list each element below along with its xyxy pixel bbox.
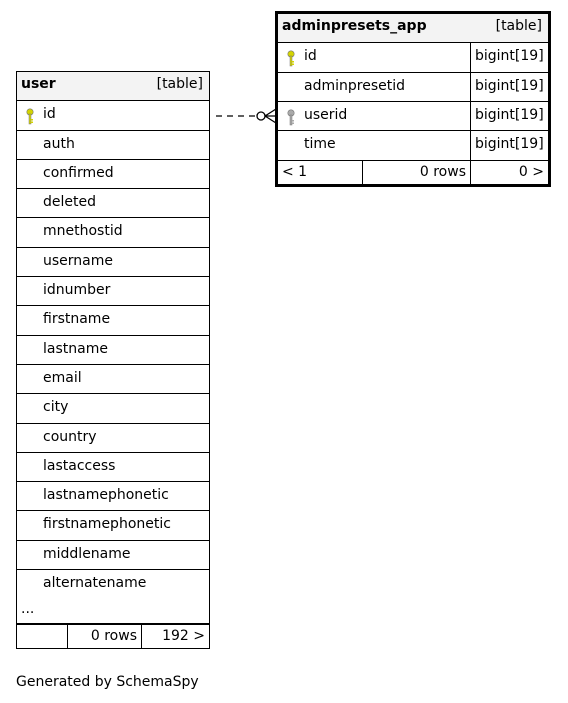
column-row-city[interactable] (17, 394, 209, 423)
footer-children: 0 > (470, 161, 548, 184)
column-type: bigint[19] (470, 43, 548, 71)
column-row-firstnamephonetic[interactable] (17, 511, 209, 540)
column-name: lastname (43, 340, 108, 357)
adminpresets-app-table[interactable] (275, 11, 551, 187)
column-row-auth[interactable] (17, 131, 209, 160)
column-row-username[interactable] (17, 248, 209, 277)
user-more-row (17, 599, 209, 624)
column-name: lastaccess (43, 457, 116, 474)
column-name: country (43, 428, 97, 445)
more-indicator: ... (21, 601, 35, 618)
column-row-lastnamephonetic[interactable] (17, 482, 209, 511)
user-table-header[interactable] (17, 72, 209, 101)
column-name: email (43, 369, 82, 386)
footer-parents: < 1 (282, 164, 308, 181)
column-row-country[interactable] (17, 424, 209, 453)
footer-row-count: 0 rows (362, 161, 470, 184)
footer-children: 192 > (141, 625, 209, 648)
key-icon (286, 50, 296, 68)
column-row-confirmed[interactable] (17, 160, 209, 189)
column-row-userid[interactable] (278, 102, 548, 131)
column-row-time[interactable] (278, 131, 548, 160)
app-table-footer (278, 160, 548, 184)
column-name: id (304, 48, 317, 65)
footer-parents (17, 625, 67, 648)
column-name: confirmed (43, 164, 114, 181)
column-name: mnethostid (43, 223, 123, 240)
app-table-kind: [table] (495, 18, 542, 34)
column-name: username (43, 252, 113, 269)
column-row-id[interactable] (17, 101, 209, 130)
column-name: alternatename (43, 575, 147, 592)
column-row-idnumber[interactable] (17, 277, 209, 306)
column-name: lastnamephonetic (43, 487, 169, 504)
footer-row-count: 0 rows (67, 625, 141, 648)
column-row-id[interactable] (278, 43, 548, 72)
user-table-footer (17, 624, 209, 648)
key-icon (286, 109, 296, 127)
column-name: id (43, 106, 56, 123)
column-row-middlename[interactable] (17, 541, 209, 570)
app-table-header[interactable] (278, 14, 548, 43)
key-icon (25, 108, 35, 126)
column-name: adminpresetid (304, 77, 405, 94)
column-name: middlename (43, 545, 131, 562)
column-row-email[interactable] (17, 365, 209, 394)
generated-by-caption: Generated by SchemaSpy (16, 674, 199, 690)
column-name: idnumber (43, 282, 111, 299)
column-name: auth (43, 135, 75, 152)
column-name: time (304, 136, 336, 153)
column-row-alternatename[interactable] (17, 570, 209, 599)
column-row-deleted[interactable] (17, 189, 209, 218)
column-name: deleted (43, 194, 96, 211)
user-table[interactable] (16, 71, 210, 649)
column-row-lastname[interactable] (17, 336, 209, 365)
column-name: firstnamephonetic (43, 516, 171, 533)
column-row-adminpresetid[interactable] (278, 73, 548, 102)
column-row-firstname[interactable] (17, 306, 209, 335)
column-row-lastaccess[interactable] (17, 453, 209, 482)
column-type: bigint[19] (470, 73, 548, 101)
column-type: bigint[19] (470, 102, 548, 130)
column-row-mnethostid[interactable] (17, 218, 209, 247)
app-table-name: adminpresets_app (282, 18, 427, 34)
user-table-name: user (21, 76, 56, 92)
column-name: userid (304, 106, 348, 123)
column-type: bigint[19] (470, 131, 548, 160)
user-table-kind: [table] (156, 76, 203, 92)
column-name: firstname (43, 311, 111, 328)
zero-many-circle (257, 112, 265, 120)
column-name: city (43, 399, 69, 416)
